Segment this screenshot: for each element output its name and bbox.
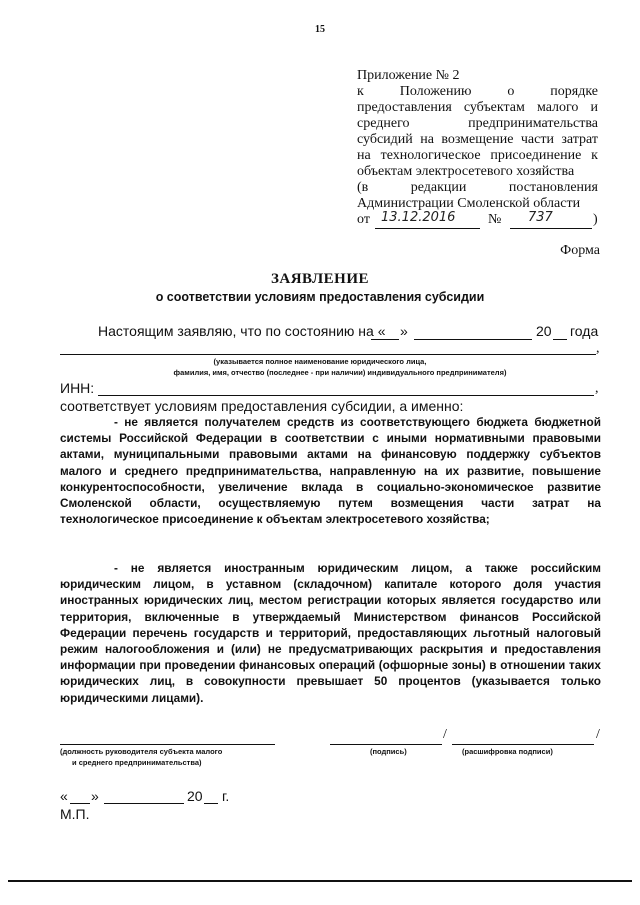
appendix-line: объектам электросетевого хозяйства	[357, 164, 575, 179]
declare-quote-close: »	[400, 323, 408, 339]
document-subtitle: о соответствии условиям предоставления субсидии	[155, 290, 485, 304]
position-line	[60, 744, 275, 745]
date-year-suffix: г.	[222, 788, 230, 804]
condition-text: - не является иностранным юридическим лицом, а также российским юридическим лицом, в уставном (складочном) капитале которого доля участия иностранных юридических лиц, местом регистрации которых является государство или территория, включенные в утверждаемый Министерством финансов Российской Федерации перечень государств и территорий, предоставляющих льготный налоговый режим налогообложения и (или) не предусматривающих раскрытия и предоставления информации при проведении финансовых операций (офшорные зоны) в отношении таких юридических лиц, в совокупности превышает 50 процентов (указывается только юридическими лицами).	[60, 561, 601, 705]
declare-year-line	[553, 339, 567, 340]
signature-slash: /	[596, 727, 600, 742]
appendix-line: субсидий на возмещение части затрат	[357, 132, 598, 147]
appendix-number-label: №	[488, 212, 502, 227]
page-number: 15	[315, 24, 325, 35]
position-hint: (должность руководителя субъекта малого	[60, 747, 223, 756]
applicant-name-line	[60, 354, 596, 355]
condition-paragraph-2	[60, 560, 601, 706]
appendix-edition-line: Администрации Смоленской области	[357, 196, 581, 211]
stamp-label: М.П.	[60, 806, 90, 822]
signature-decode-hint: (расшифровка подписи)	[462, 747, 553, 756]
signature-decode-line	[452, 744, 594, 745]
date-year-prefix: 20	[187, 788, 203, 804]
inn-label: ИНН:	[60, 380, 95, 396]
date-open-quote: «	[60, 788, 68, 804]
declare-year-suffix: года	[570, 323, 599, 339]
date-year-line	[204, 803, 218, 804]
appendix-close-paren: )	[593, 212, 598, 227]
condition-paragraph-1	[60, 414, 601, 527]
date-month-line	[104, 803, 184, 804]
condition-text: - не является получателем средств из соответствующего бюджета бюджетной системы Российской Федерации в соответствии с иными нормативными правовыми актами, муниципальными правовыми актами на финансовую поддержку субъектов малого и среднего предпринимательства, направленную на их развитие, повышение конкурентоспособности, увеличение вклада в социально-экономическое развитие Смоленской области, осуществляемую путем возмещения части затрат на технологическое присоединение к объектам электросетевого хозяйства;	[60, 415, 601, 527]
conforms-text: соответствует условиям предоставления субсидии, а именно:	[60, 398, 464, 414]
position-hint: и среднего предпринимательства)	[72, 758, 202, 767]
declare-text: Настоящим заявляю, что по состоянию на «	[98, 323, 386, 339]
appendix-line: к Положению о порядке	[357, 84, 598, 99]
appendix-number-line	[510, 228, 592, 229]
declare-year-prefix: 20	[536, 323, 552, 339]
appendix-line: предоставления субъектам малого и	[357, 100, 598, 115]
signature-slash: /	[443, 727, 447, 742]
date-day-line	[70, 803, 90, 804]
appendix-line: на технологическое присоединение к	[357, 148, 598, 163]
inn-comma: ,	[595, 381, 599, 396]
appendix-edition-line: (в редакции постановления	[357, 180, 598, 195]
appendix-title: Приложение № 2	[357, 68, 460, 83]
inn-line	[98, 395, 594, 396]
bottom-rule	[8, 880, 632, 882]
declare-month-line	[414, 339, 532, 340]
appendix-date-handwritten: 13.12.2016	[381, 210, 456, 225]
appendix-number-handwritten: 737	[528, 210, 553, 225]
form-label: Форма	[560, 243, 600, 258]
name-comma: ,	[596, 341, 600, 356]
document-title: ЗАЯВЛЕНИЕ	[270, 271, 370, 287]
declare-day-line	[371, 339, 399, 340]
date-close-quote: »	[91, 788, 99, 804]
name-hint: (указывается полное наименование юридического лица,	[213, 357, 427, 366]
signature-line	[330, 744, 442, 745]
appendix-from-label: от	[357, 212, 370, 227]
signature-hint: (подпись)	[370, 747, 407, 756]
appendix-date-line	[375, 228, 480, 229]
name-hint: фамилия, имя, отчество (последнее - при наличии) индивидуального предпринимателя)	[173, 368, 507, 377]
appendix-line: среднего предпринимательства	[357, 116, 598, 131]
